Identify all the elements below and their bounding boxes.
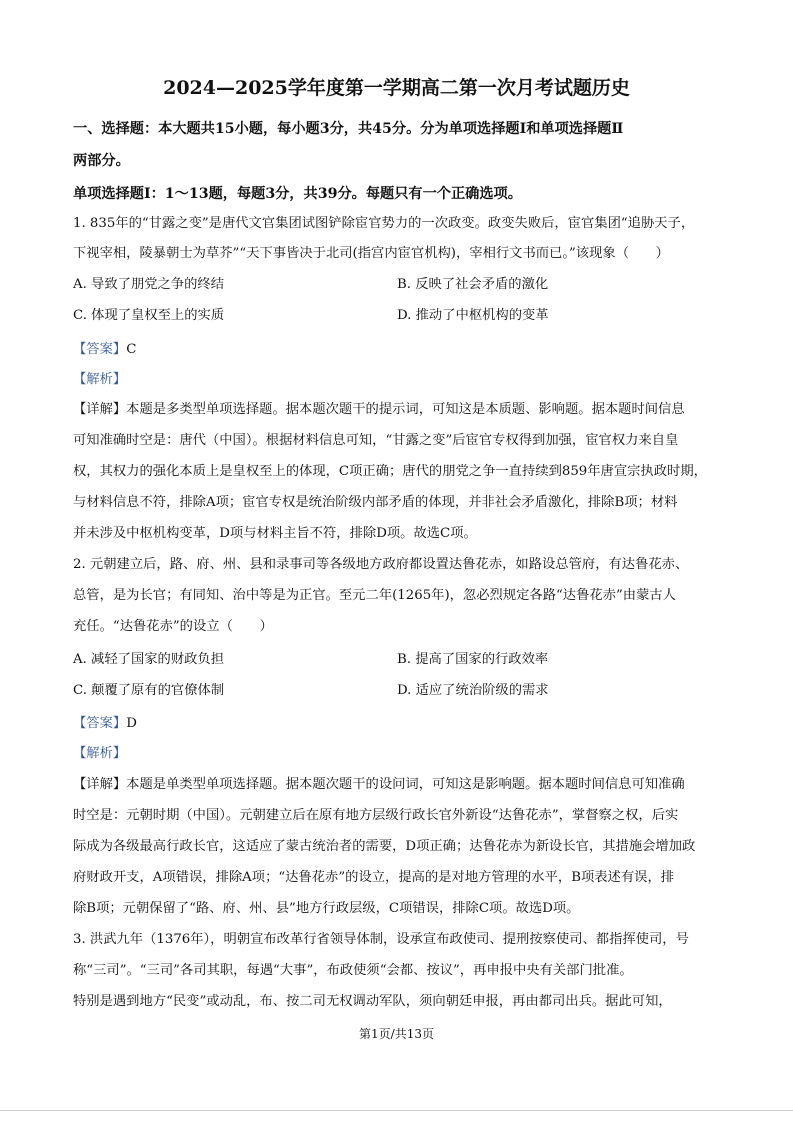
q1-stem-line-1: 1. 835年的“甘露之变”是唐代文官集团试图铲除宦官势力的一次政变。政变失败后，宦官集团“追胁天子， [73,216,695,231]
q1-option-a: A. 导致了朋党之争的终结 [73,277,225,292]
q3-stem-line-2: 称“三司”。“三司”各司其职，每遇“大事”，布政使须“会都、按议”，再申报中央有关部门批准。 [73,963,633,978]
q1-option-b: B. 反映了社会矛盾的激化 [397,277,549,292]
q2-option-c: C. 颠覆了原有的官僚体制 [73,683,225,698]
q1-answer-value: C [126,342,137,357]
section-heading-line-1: 一、选择题：本大题共15小题，每小题3分，共45分。分为单项选择题Ⅰ和单项选择题Ⅱ [73,121,624,137]
q2-answer [73,714,137,734]
q1-detail-line-5: 并未涉及中枢机构变革，D项与材料主旨不符，排除D项。故选C项。 [73,526,477,541]
q2-stem-line-1: 2. 元朝建立后，路、府、州、县和录事司等各级地方政府都设置达鲁花赤，如路设总管府，有达鲁花赤、 [73,557,689,572]
page-number-footer: 第1页/共13页 [359,1027,434,1041]
q2-stem-line-2: 总管，是为长官；有同知、治中等是为正官。至元二年(1265年)，忽必烈规定各路“达鲁花赤”由蒙古人 [73,588,676,603]
q2-option-a: A. 减轻了国家的财政负担 [73,652,225,667]
q2-answer-value: D [126,716,137,731]
q1-analysis-label: 【解析】 [73,372,127,387]
q1-detail-line-1: 【详解】本题是多类型单项选择题。据本题次题干的提示词，可知这是本质题、影响题。据本题时间信息 [73,402,685,417]
q3-stem-line-1: 3. 洪武九年（1376年），明朝宣布改革行省领导体制，设承宣布政使司、提刑按察使司、都指挥使司，号 [73,932,689,947]
bottom-divider [0,1110,793,1111]
q1-answer-label: 【答案】 [73,342,127,357]
page-title: 2024—2025学年度第一学期高二第一次月考试题历史 [163,77,630,99]
q1-option-c: C. 体现了皇权至上的实质 [73,308,225,323]
q3-stem-line-3: 特别是遇到地方“民变”或动乱，布、按二司无权调动军队，须向朝廷申报，再由都司出兵。据此可知， [73,994,672,1009]
q1-stem-line-2: 下视宰相，陵暴朝士为草芥”“天下事皆决于北司(指宫内宦官机构)，宰相行文书而已。”该现象（ ） [73,246,669,261]
subsection-heading: 单项选择题Ⅰ：1～13题，每题3分，共39分。每题只有一个正确选项。 [73,186,522,202]
q2-option-d: D. 适应了统治阶级的需求 [397,683,549,698]
q2-stem-line-3: 充任。“达鲁花赤”的设立（ ） [73,619,273,634]
q2-detail-line-2: 时空是：元朝时期（中国）。元朝建立后在原有地方层级行政长官外新设“达鲁花赤”，掌督察之权，后实 [73,808,679,823]
q2-analysis-label: 【解析】 [73,746,127,761]
q1-detail-line-3: 权，其权力的强化本质上是皇权至上的体现，C项正确；唐代的朋党之争一直持续到859年唐宣宗执政时期， [73,464,707,479]
q2-detail-line-3: 际成为各级最高行政长官，这适应了蒙古统治者的需要，D项正确；达鲁花赤为新设长官，其措施会增加政 [73,839,696,854]
q1-answer [73,340,136,360]
q2-detail-line-1: 【详解】本题是单类型单项选择题。据本题次题干的设问词，可知这是影响题。据本题时间信息可知准确 [73,777,685,792]
q1-detail-line-4: 与材料信息不符，排除A项；宦官专权是统治阶级内部矛盾的体现，并非社会矛盾激化，排除B项；材料 [73,495,678,510]
q2-option-b: B. 提高了国家的行政效率 [397,652,549,667]
q1-detail-line-2: 可知准确时空是：唐代（中国）。根据材料信息可知，“甘露之变”后宦官专权得到加强，宦官权力来自皇 [73,433,679,448]
section-heading-line-2: 两部分。 [73,153,130,169]
q2-answer-label: 【答案】 [73,716,127,731]
q2-detail-line-4: 府财政开支，A项错误，排除A项；“达鲁花赤”的设立，提高的是对地方管理的水平，B项表述有误，排 [73,870,675,885]
q1-option-d: D. 推动了中枢机构的变革 [397,308,549,323]
q2-detail-line-5: 除B项；元朝保留了“路、府、州、县”地方行政层级，C项错误，排除C项。故选D项。 [73,901,580,916]
